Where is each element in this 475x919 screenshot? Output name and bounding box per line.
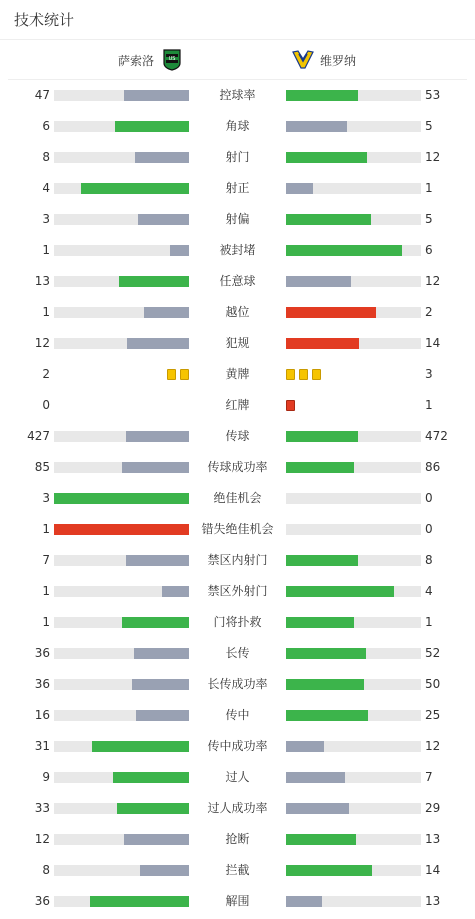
away-stat-value: 86 bbox=[425, 460, 441, 474]
stat-label: 越位 bbox=[225, 305, 250, 319]
home-stat-value: 1 bbox=[42, 243, 50, 257]
away-stat-bar-fill bbox=[286, 214, 371, 225]
away-stat-bar-fill bbox=[286, 803, 349, 814]
away-stat-bar-fill bbox=[286, 617, 354, 628]
home-stat-value: 2 bbox=[42, 367, 50, 381]
away-stat-bar bbox=[286, 462, 421, 473]
away-stat-bar-fill bbox=[286, 245, 402, 256]
stat-label: 控球率 bbox=[219, 88, 256, 102]
away-cards bbox=[286, 369, 321, 380]
home-stat-bar-fill bbox=[90, 896, 189, 907]
page-title: 技术统计 bbox=[14, 11, 75, 29]
away-stat-value: 4 bbox=[425, 584, 433, 598]
away-stat-value: 12 bbox=[425, 739, 441, 753]
away-stat-bar-fill bbox=[286, 276, 351, 287]
teams-header bbox=[8, 40, 467, 80]
stat-label: 红牌 bbox=[225, 398, 250, 412]
away-stat-bar bbox=[286, 865, 421, 876]
home-stat-bar-fill bbox=[126, 555, 189, 566]
stat-label: 长传 bbox=[225, 646, 250, 660]
away-stat-value: 7 bbox=[425, 770, 433, 784]
away-stat-value: 0 bbox=[425, 491, 433, 505]
home-stat-bar bbox=[54, 710, 189, 721]
away-stat-value: 2 bbox=[425, 305, 433, 319]
home-stat-value: 4 bbox=[42, 181, 50, 195]
away-stat-bar-fill bbox=[286, 555, 358, 566]
away-stat-bar bbox=[286, 896, 421, 907]
home-stat-bar-fill bbox=[122, 617, 190, 628]
stat-row bbox=[0, 142, 475, 173]
home-stat-bar-fill bbox=[54, 524, 189, 535]
stat-label: 传球成功率 bbox=[207, 460, 268, 474]
away-stat-bar bbox=[286, 90, 421, 101]
away-stat-bar bbox=[286, 524, 421, 535]
stat-row bbox=[0, 855, 475, 886]
yellow-card-icon bbox=[167, 369, 176, 380]
stat-row bbox=[0, 793, 475, 824]
sassuolo-badge-icon bbox=[162, 49, 182, 71]
home-stat-value: 9 bbox=[42, 770, 50, 784]
stat-row bbox=[0, 607, 475, 638]
home-stat-bar bbox=[54, 307, 189, 318]
away-stat-bar bbox=[286, 214, 421, 225]
home-stat-bar bbox=[54, 214, 189, 225]
home-stat-bar-fill bbox=[117, 803, 189, 814]
stat-row bbox=[0, 328, 475, 359]
away-stat-bar bbox=[286, 121, 421, 132]
home-stat-value: 1 bbox=[42, 615, 50, 629]
stat-row bbox=[0, 204, 475, 235]
yellow-card-icon bbox=[180, 369, 189, 380]
home-stat-value: 12 bbox=[34, 336, 50, 350]
home-stat-bar bbox=[54, 896, 189, 907]
home-stat-value: 12 bbox=[34, 832, 50, 846]
away-stat-bar bbox=[286, 741, 421, 752]
home-stat-value: 31 bbox=[34, 739, 50, 753]
home-stat-value: 427 bbox=[27, 429, 50, 443]
away-stat-bar-fill bbox=[286, 338, 359, 349]
stat-row bbox=[0, 111, 475, 142]
away-cards bbox=[286, 400, 295, 411]
stat-label: 过人 bbox=[225, 770, 250, 784]
home-stat-bar bbox=[54, 741, 189, 752]
home-stat-bar-fill bbox=[124, 90, 189, 101]
away-stat-bar bbox=[286, 493, 421, 504]
home-stat-bar-fill bbox=[170, 245, 189, 256]
away-team[interactable] bbox=[292, 40, 356, 80]
away-stat-value: 14 bbox=[425, 336, 441, 350]
home-cards bbox=[167, 369, 189, 380]
away-stat-value: 5 bbox=[425, 212, 433, 226]
away-stat-bar bbox=[286, 586, 421, 597]
away-stat-value: 3 bbox=[425, 367, 433, 381]
away-stat-value: 12 bbox=[425, 274, 441, 288]
away-stat-bar bbox=[286, 276, 421, 287]
away-stat-bar bbox=[286, 617, 421, 628]
home-stat-bar-fill bbox=[136, 710, 189, 721]
stat-row bbox=[0, 266, 475, 297]
away-stat-bar bbox=[286, 803, 421, 814]
away-stat-bar-fill bbox=[286, 121, 347, 132]
home-stat-bar-fill bbox=[54, 493, 189, 504]
home-stat-bar bbox=[54, 834, 189, 845]
away-stat-value: 5 bbox=[425, 119, 433, 133]
stat-row bbox=[0, 669, 475, 700]
home-stat-value: 16 bbox=[34, 708, 50, 722]
away-stat-bar bbox=[286, 834, 421, 845]
stat-row bbox=[0, 80, 475, 111]
home-stat-bar bbox=[54, 90, 189, 101]
home-stat-bar-fill bbox=[81, 183, 189, 194]
stat-row bbox=[0, 390, 475, 421]
stat-row bbox=[0, 638, 475, 669]
home-stat-bar-fill bbox=[138, 214, 189, 225]
home-stat-bar bbox=[54, 648, 189, 659]
home-team-name: 萨索洛 bbox=[117, 53, 154, 68]
away-stat-value: 8 bbox=[425, 553, 433, 567]
home-stat-bar bbox=[54, 121, 189, 132]
home-stat-value: 1 bbox=[42, 305, 50, 319]
home-stat-bar-fill bbox=[140, 865, 189, 876]
away-stat-value: 0 bbox=[425, 522, 433, 536]
home-stat-bar-fill bbox=[124, 834, 189, 845]
home-stat-value: 36 bbox=[34, 677, 50, 691]
stat-row bbox=[0, 359, 475, 390]
home-stat-bar bbox=[54, 772, 189, 783]
stat-label: 角球 bbox=[225, 119, 250, 133]
away-stat-bar-fill bbox=[286, 710, 368, 721]
home-stat-value: 36 bbox=[34, 894, 50, 908]
away-stat-bar bbox=[286, 307, 421, 318]
away-stat-value: 12 bbox=[425, 150, 441, 164]
stat-row bbox=[0, 886, 475, 917]
home-stat-value: 1 bbox=[42, 584, 50, 598]
stat-row bbox=[0, 297, 475, 328]
away-stat-bar-fill bbox=[286, 431, 358, 442]
away-stat-bar-fill bbox=[286, 896, 322, 907]
away-stat-value: 472 bbox=[425, 429, 448, 443]
stat-label: 传球 bbox=[225, 429, 250, 443]
stat-label: 绝佳机会 bbox=[213, 491, 262, 505]
yellow-card-icon bbox=[312, 369, 321, 380]
red-card-icon bbox=[286, 400, 295, 411]
stat-row bbox=[0, 731, 475, 762]
away-stat-bar-fill bbox=[286, 307, 376, 318]
home-stat-bar bbox=[54, 431, 189, 442]
home-stat-value: 7 bbox=[42, 553, 50, 567]
away-stat-bar bbox=[286, 245, 421, 256]
home-stat-bar-fill bbox=[162, 586, 189, 597]
home-stat-bar bbox=[54, 245, 189, 256]
stat-label: 门将扑救 bbox=[213, 615, 262, 629]
away-stat-bar bbox=[286, 338, 421, 349]
away-stat-value: 1 bbox=[425, 615, 433, 629]
away-stat-bar bbox=[286, 679, 421, 690]
away-stat-bar bbox=[286, 555, 421, 566]
home-stat-value: 0 bbox=[42, 398, 50, 412]
stat-row bbox=[0, 545, 475, 576]
home-stat-value: 33 bbox=[34, 801, 50, 815]
stat-row bbox=[0, 235, 475, 266]
home-stat-bar-fill bbox=[126, 431, 189, 442]
home-stat-bar bbox=[54, 679, 189, 690]
stat-row bbox=[0, 421, 475, 452]
stat-label: 射正 bbox=[225, 181, 250, 195]
stat-label: 长传成功率 bbox=[207, 677, 268, 691]
home-stat-bar bbox=[54, 183, 189, 194]
away-stat-bar-fill bbox=[286, 90, 358, 101]
home-stat-bar bbox=[54, 586, 189, 597]
away-stat-value: 50 bbox=[425, 677, 441, 691]
away-stat-bar-fill bbox=[286, 152, 367, 163]
home-stat-value: 36 bbox=[34, 646, 50, 660]
stat-label: 犯规 bbox=[225, 336, 250, 350]
stat-row bbox=[0, 824, 475, 855]
stat-row bbox=[0, 483, 475, 514]
stat-row bbox=[0, 576, 475, 607]
away-stat-bar-fill bbox=[286, 834, 356, 845]
away-stat-value: 52 bbox=[425, 646, 441, 660]
home-stat-bar-fill bbox=[127, 338, 189, 349]
stat-label: 拦截 bbox=[225, 863, 250, 877]
away-stat-value: 6 bbox=[425, 243, 433, 257]
home-stat-value: 85 bbox=[34, 460, 50, 474]
away-stat-value: 13 bbox=[425, 832, 441, 846]
away-stat-value: 25 bbox=[425, 708, 441, 722]
stat-label: 错失绝佳机会 bbox=[201, 522, 274, 536]
stat-label: 抢断 bbox=[225, 832, 250, 846]
away-stat-bar-fill bbox=[286, 772, 345, 783]
stat-row bbox=[0, 700, 475, 731]
home-stat-bar bbox=[54, 555, 189, 566]
yellow-card-icon bbox=[286, 369, 295, 380]
home-stat-value: 1 bbox=[42, 522, 50, 536]
home-stat-value: 47 bbox=[34, 88, 50, 102]
home-stat-bar-fill bbox=[92, 741, 189, 752]
stat-label: 被封堵 bbox=[219, 243, 256, 257]
away-stat-value: 53 bbox=[425, 88, 441, 102]
away-stat-bar-fill bbox=[286, 183, 313, 194]
away-stat-value: 29 bbox=[425, 801, 441, 815]
home-stat-bar bbox=[54, 152, 189, 163]
home-stat-bar bbox=[54, 524, 189, 535]
home-stat-bar bbox=[54, 617, 189, 628]
home-stat-bar-fill bbox=[135, 152, 189, 163]
away-stat-bar bbox=[286, 648, 421, 659]
yellow-card-icon bbox=[299, 369, 308, 380]
stat-label: 射偏 bbox=[225, 212, 250, 226]
home-stat-bar bbox=[54, 493, 189, 504]
home-stat-bar-fill bbox=[115, 121, 189, 132]
stat-row bbox=[0, 173, 475, 204]
stat-row bbox=[0, 514, 475, 545]
stat-label: 黄牌 bbox=[225, 367, 250, 381]
away-stat-bar-fill bbox=[286, 865, 372, 876]
home-team[interactable] bbox=[118, 40, 182, 80]
home-stat-bar-fill bbox=[132, 679, 189, 690]
away-stat-bar bbox=[286, 183, 421, 194]
stat-label: 射门 bbox=[225, 150, 250, 164]
away-stat-value: 14 bbox=[425, 863, 441, 877]
home-stat-value: 8 bbox=[42, 863, 50, 877]
stat-row bbox=[0, 452, 475, 483]
away-stat-bar-fill bbox=[286, 586, 394, 597]
away-stat-bar-fill bbox=[286, 648, 366, 659]
home-stat-bar-fill bbox=[113, 772, 189, 783]
home-stat-bar-fill bbox=[144, 307, 189, 318]
away-stat-value: 13 bbox=[425, 894, 441, 908]
home-stat-value: 8 bbox=[42, 150, 50, 164]
home-stat-value: 13 bbox=[34, 274, 50, 288]
stat-row bbox=[0, 762, 475, 793]
home-stat-bar-fill bbox=[122, 462, 190, 473]
away-team-name: 维罗纳 bbox=[320, 53, 357, 68]
away-stat-value: 1 bbox=[425, 398, 433, 412]
home-stat-bar bbox=[54, 865, 189, 876]
stat-label: 传中成功率 bbox=[207, 739, 268, 753]
away-stat-bar-fill bbox=[286, 462, 354, 473]
home-stat-bar-fill bbox=[119, 276, 189, 287]
home-stat-bar bbox=[54, 276, 189, 287]
stat-label: 过人成功率 bbox=[207, 801, 268, 815]
stat-label: 禁区外射门 bbox=[207, 584, 268, 598]
away-stat-bar-fill bbox=[286, 679, 364, 690]
home-stat-bar bbox=[54, 803, 189, 814]
home-stat-bar bbox=[54, 462, 189, 473]
home-stat-value: 3 bbox=[42, 491, 50, 505]
away-stat-bar bbox=[286, 152, 421, 163]
stat-label: 解围 bbox=[225, 894, 250, 908]
verona-badge-icon bbox=[292, 50, 314, 70]
stat-label: 禁区内射门 bbox=[207, 553, 268, 567]
away-stat-bar bbox=[286, 710, 421, 721]
stat-label: 任意球 bbox=[219, 274, 256, 288]
home-stat-value: 6 bbox=[42, 119, 50, 133]
home-stat-bar bbox=[54, 338, 189, 349]
home-stat-value: 3 bbox=[42, 212, 50, 226]
stat-label: 传中 bbox=[225, 708, 250, 722]
stats-list bbox=[0, 80, 475, 917]
away-stat-bar bbox=[286, 772, 421, 783]
away-stat-value: 1 bbox=[425, 181, 433, 195]
away-stat-bar bbox=[286, 431, 421, 442]
svg-text:US: US bbox=[168, 56, 176, 62]
home-stat-bar-fill bbox=[134, 648, 189, 659]
away-stat-bar-fill bbox=[286, 741, 324, 752]
page-header bbox=[0, 0, 475, 40]
